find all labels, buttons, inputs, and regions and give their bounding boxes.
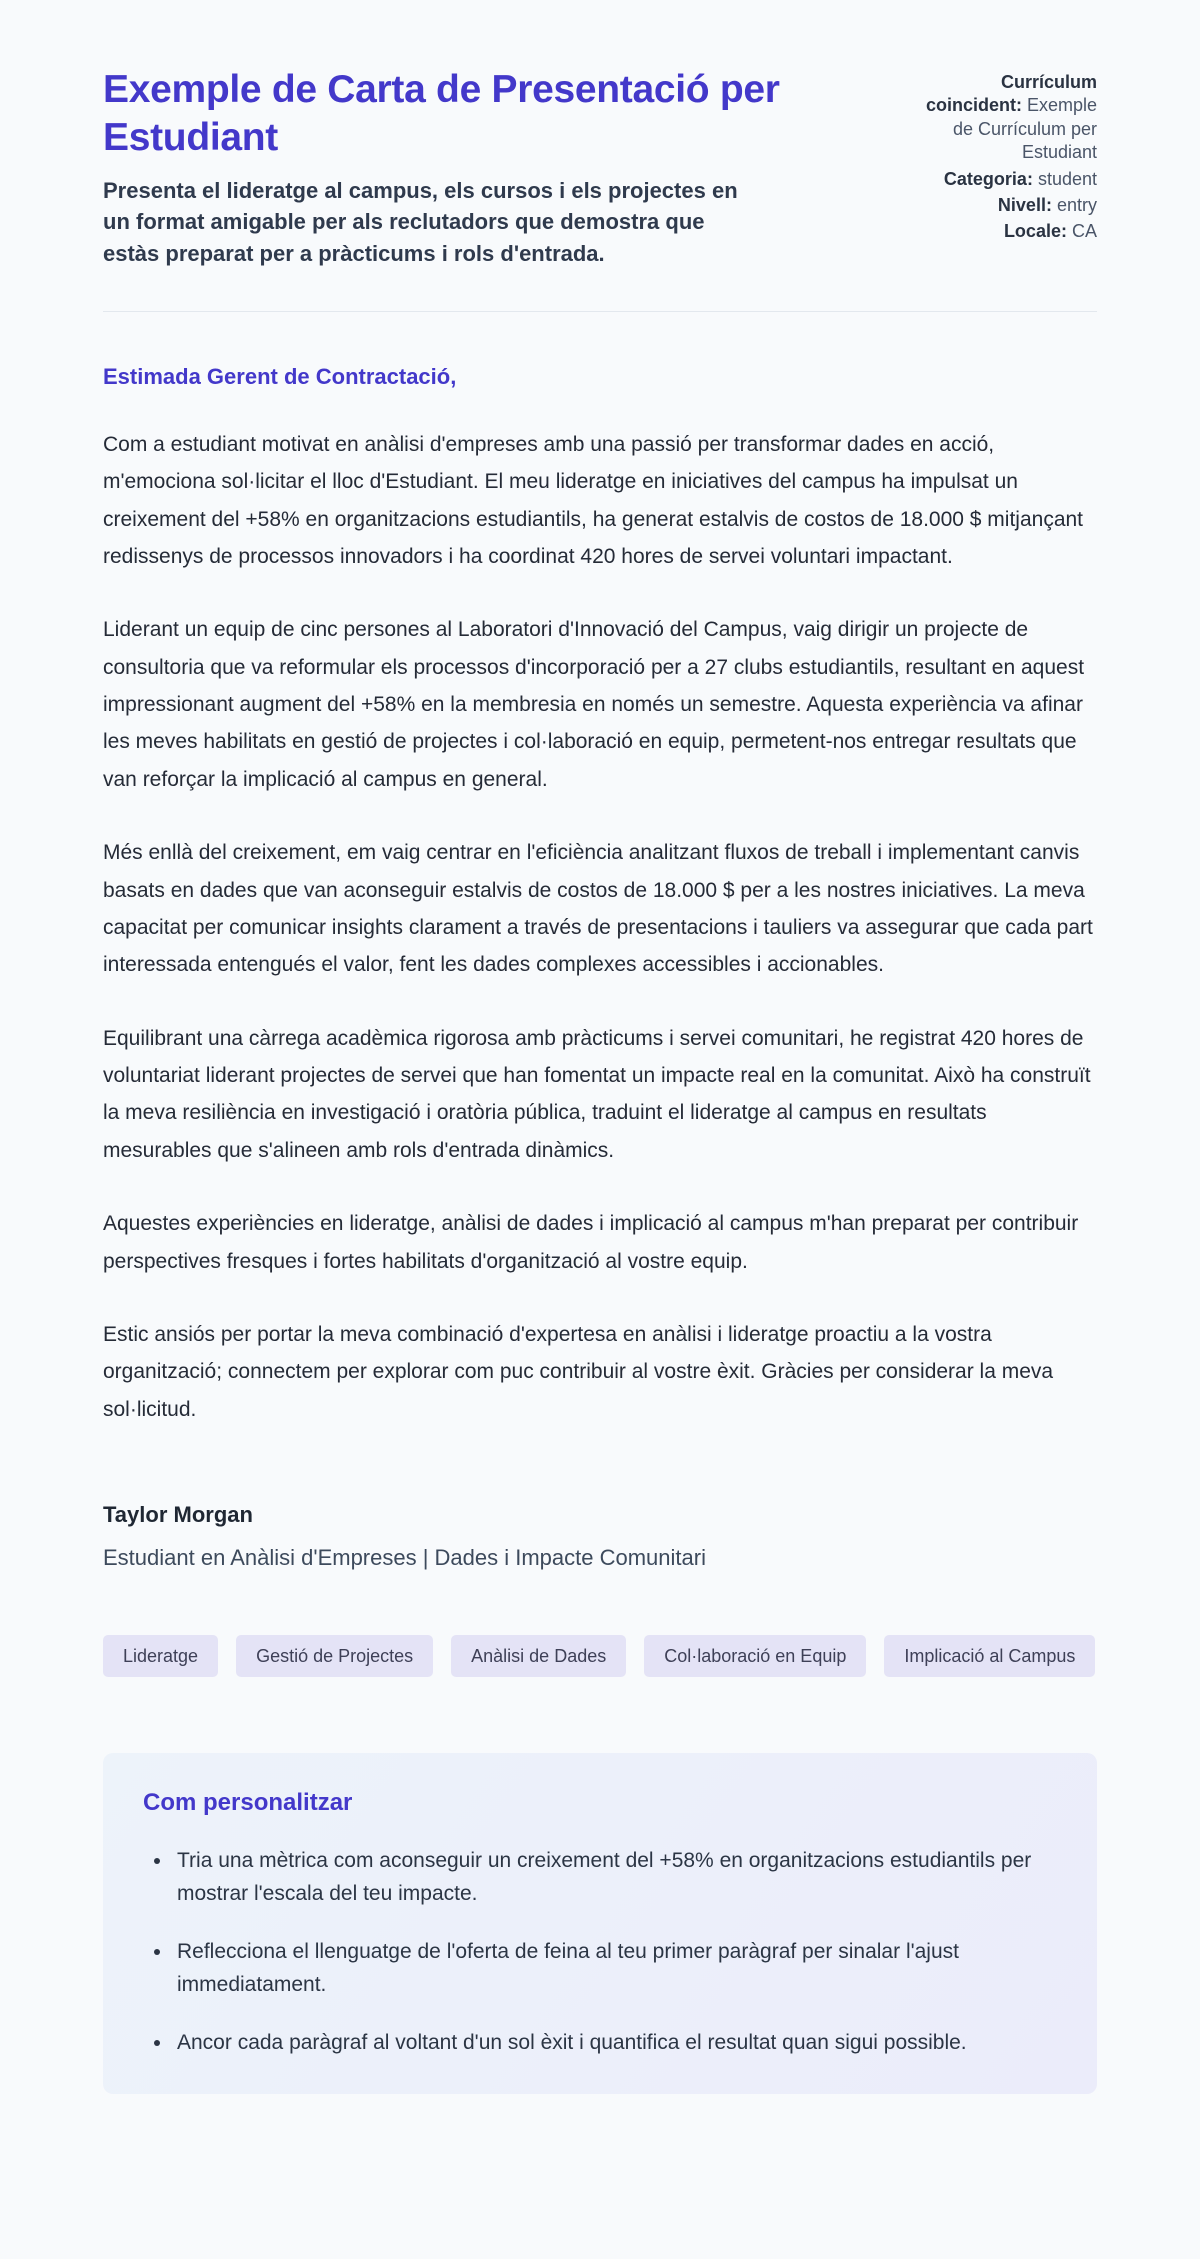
header-divider — [103, 311, 1097, 312]
tip-item: • Ancor cada paràgraf al voltant d'un sol èxit i quantifica el resultat quan sigui possible. — [173, 2027, 1057, 2060]
meta-level-label: Nivell: — [997, 194, 1052, 215]
meta-category-label: Categoria: — [943, 168, 1033, 189]
letter-paragraph: Aquestes experiències en lideratge, anàlisi de dades i implicació al campus m'han preparat per contribuir perspectives fresques i fortes habilitats d'organització al vostre equip. — [103, 1212, 1079, 1273]
meta-locale — [919, 220, 1097, 243]
tips-list — [173, 1845, 1057, 2060]
skill-tags — [103, 1635, 1097, 1677]
letter-paragraph: Com a estudiant motivat en anàlisi d'empreses amb una passió per transformar dades en acció, m'emociona sol·licitar el lloc d'Estudiant. El meu lideratge en iniciatives del campus ha impulsat un creixement del +58% en organitzacions estudiantils, ha generat estalvis de costos de 18.000 $ mitjançant redissenys de processos innovadors i ha coordinat 420 hores de servei voluntari impactant. — [103, 432, 1084, 568]
tag-badge: Gestió de Projectes — [236, 1635, 433, 1677]
letter-greeting: Estimada Gerent de Contractació, — [103, 363, 457, 389]
tag-badge: Lideratge — [103, 1635, 218, 1677]
page-title: Exemple de Carta de Presentació per Estudiant — [103, 68, 780, 159]
header-title-block — [103, 66, 873, 269]
letter-paragraph: Liderant un equip de cinc persones al Laboratori d'Innovació del Campus, vaig dirigir un projecte de consultoria que va reformular els processos d'incorporació per a 27 clubs estudiantils, resultant en aquest impressionant augment del +58% en la membresia en només un semestre. Aquesta experiència va afinar les meves habilitats en gestió de projectes i col·laboració en equip, permetent-nos entregar resultats que van reforçar la implicació al campus en general. — [103, 618, 1085, 791]
tips-title: Com personalitzar — [143, 1789, 353, 1817]
signature-name: Taylor Morgan — [103, 1502, 253, 1528]
meta-locale-value: CA — [1071, 221, 1097, 242]
tip-item: • Tria una mètrica com aconseguir un creixement del +58% en organitzacions estudiantils per mostrar l'escala del teu impacte. — [173, 1845, 1057, 1910]
meta-matching-resume — [919, 71, 1097, 165]
meta-level-value: entry — [1056, 194, 1097, 215]
tip-item: • Reflecciona el llenguatge de l'oferta de feina al teu primer paràgraf per sinalar l'ajust immediatament. — [173, 1936, 1057, 2001]
letter-paragraph: Estic ansiós per portar la meva combinació d'expertesa en anàlisi i lideratge proactiu a la vostra organització; connectem per explorar com puc contribuir al vostre èxit. Gràcies per considerar la meva sol·licitud. — [103, 1322, 1054, 1421]
signature-role: Estudiant en Anàlisi d'Empreses | Dades i Impacte Comunitari — [103, 1545, 706, 1571]
page-header — [103, 66, 1097, 269]
meta-resume-value: Exemple de Currículum per Estudiant — [952, 95, 1097, 163]
meta-level — [919, 194, 1097, 217]
meta-locale-label: Locale: — [1003, 221, 1067, 242]
letter-paragraph: Més enllà del creixement, em vaig centrar en l'eficiència analitzant fluxos de treball i implementant canvis basats en dades que van aconseguir estalvis de costos de 18.000 $ per a les nostres iniciatives. La meva capacitat per comunicar insights clarament a través de presentacions i tauliers va assegurar que cada part interessada entengués el valor, fent les dades complexes accessibles i accionables. — [103, 841, 1093, 977]
tag-badge: Col·laboració en Equip — [644, 1635, 866, 1677]
page-subtitle: Presenta el lideratge al campus, els cursos i els projectes en un format amigable per als reclutadors que demostra que estàs preparat per a pràcticums i rols d'entrada. — [103, 178, 738, 266]
meta-panel — [919, 66, 1097, 269]
tag-badge: Implicació al Campus — [884, 1635, 1095, 1677]
letter-body — [103, 364, 1097, 1571]
meta-resume-label: Currículum coincident: — [925, 72, 1097, 116]
letter-paragraph: Equilibrant una càrrega acadèmica rigorosa amb pràcticums i servei comunitari, he registrat 420 hores de voluntariat liderant projectes de servei que han fomentat un impacte real en la comunitat. Això ha construït la meva resiliència en investigació i oratòria pública, traduint el lideratge al campus en resultats mesurables que s'alineen amb rols d'entrada dinàmics. — [103, 1026, 1091, 1162]
tag-badge: Anàlisi de Dades — [451, 1635, 626, 1677]
meta-category-value: student — [1037, 168, 1097, 189]
cover-letter-page — [103, 0, 1097, 2134]
meta-category — [919, 168, 1097, 191]
customization-tips-box — [103, 1753, 1097, 2094]
